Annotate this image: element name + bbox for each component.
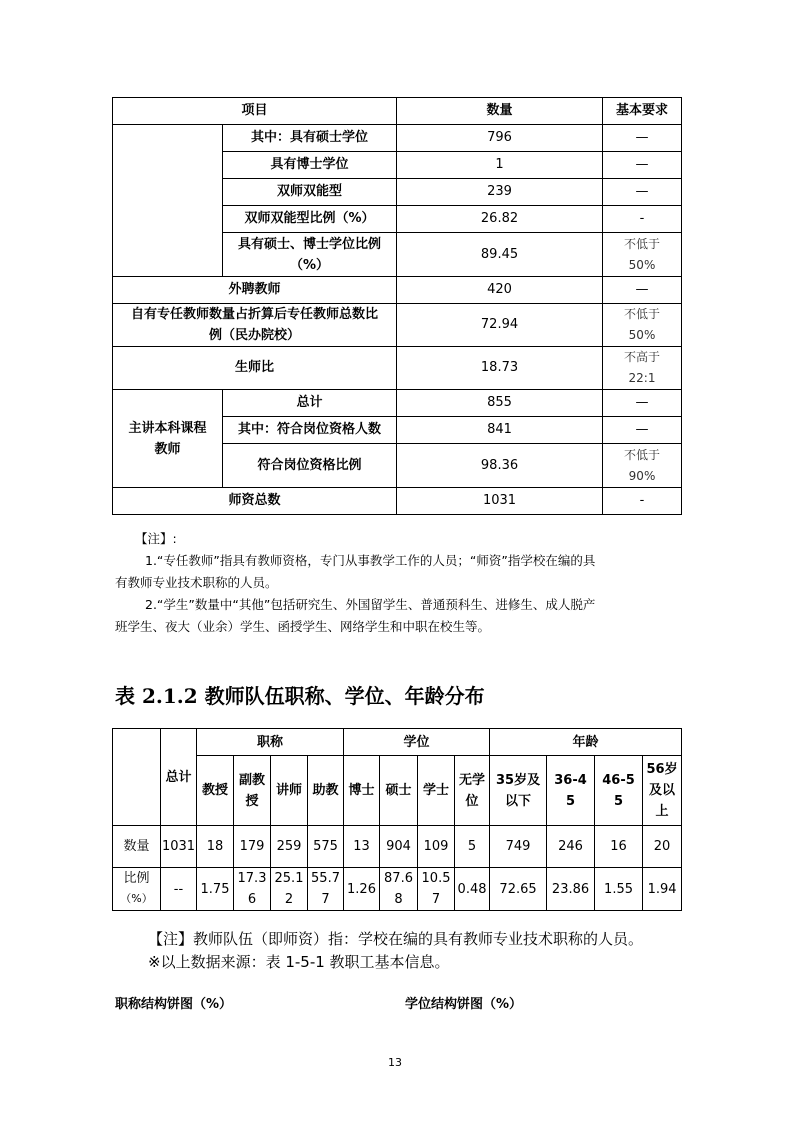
table-cell: 25.12 (271, 868, 308, 911)
col-age-46-55: 46-55 (595, 756, 643, 826)
row-label: 生师比 (113, 347, 397, 390)
table2-notes (148, 928, 643, 974)
staff-summary-table (112, 97, 682, 515)
note2-line1: 【注】教师队伍（即师资）指：学校在编的具有教师专业技术职称的人员。 (148, 930, 644, 948)
table-cell: 259 (271, 826, 308, 868)
row-req: - (603, 206, 682, 233)
row-req: — (603, 390, 682, 417)
col-age-35-below: 35岁及以下 (490, 756, 547, 826)
row-req (603, 233, 682, 277)
row-qty: 796 (397, 125, 603, 152)
total-header: 总计 (161, 729, 197, 826)
row-label: 外聘教师 (113, 277, 397, 304)
table-cell: 16 (595, 826, 643, 868)
row-req (603, 444, 682, 488)
table1-notes (115, 528, 685, 638)
row-label: 双师双能型比例（%） (223, 206, 397, 233)
table-cell: 13 (344, 826, 380, 868)
blank-group-cell (113, 125, 223, 277)
total-cell: -- (161, 868, 197, 911)
row-req: — (603, 152, 682, 179)
row-label: 双师双能型 (223, 179, 397, 206)
teacher-distribution-table (112, 728, 682, 911)
row-qty: 1 (397, 152, 603, 179)
note-1: 1.“专任教师”指具有教师资格，专门从事教学工作的人员；“师资”指学校在编的具 (145, 553, 596, 568)
group-age: 年龄 (490, 729, 682, 756)
row-qty: 89.45 (397, 233, 603, 277)
row-qty: 1031 (397, 488, 603, 515)
row-label (113, 304, 397, 347)
table-cell: 18 (197, 826, 234, 868)
row-label: 师资总数 (113, 488, 397, 515)
col-age-36-45: 36-45 (547, 756, 595, 826)
header-quantity: 数量 (397, 98, 603, 125)
col-no-degree: 无学位 (455, 756, 490, 826)
req-line2: 50% (628, 257, 656, 272)
row-req (603, 347, 682, 390)
table-cell: 904 (380, 826, 418, 868)
row-qty: 420 (397, 277, 603, 304)
label-line1: 比例 (123, 871, 150, 886)
row-req: - (603, 488, 682, 515)
row-req: — (603, 277, 682, 304)
row-label: 其中：具有硕士学位 (223, 125, 397, 152)
label-line1: 主讲本科课程 (128, 420, 207, 436)
table2-title: 表 2.1.2 教师队伍职称、学位、年龄分布 (115, 684, 485, 708)
row-req: — (603, 179, 682, 206)
col-doctor: 博士 (344, 756, 380, 826)
row-label (223, 233, 397, 277)
note-2-cont: 班学生、夜大（业余）学生、函授学生、网络学生和中职在校生等。 (115, 619, 491, 634)
req-line2: 22:1 (628, 371, 656, 385)
col-age-56-above: 56岁及以上 (643, 756, 682, 826)
note2-line2: ※以上数据来源：表 1-5-1 教职工基本信息。 (148, 953, 450, 971)
row-label (113, 868, 161, 911)
label-line2: （%） (120, 892, 153, 905)
label-line2: 例（民办院校） (209, 328, 301, 343)
table-cell: 179 (234, 826, 271, 868)
header-item: 项目 (113, 98, 397, 125)
table-cell: 575 (308, 826, 344, 868)
page-number: 13 (388, 1056, 402, 1069)
row-qty: 855 (397, 390, 603, 417)
ratio-row (113, 868, 682, 911)
table-cell: 10.57 (418, 868, 455, 911)
table-cell: 55.77 (308, 868, 344, 911)
count-row (113, 826, 682, 868)
table-cell: 20 (643, 826, 682, 868)
row-qty: 72.94 (397, 304, 603, 347)
note-1-cont: 有教师专业技术职称的人员。 (115, 575, 278, 590)
col-bachelor: 学士 (418, 756, 455, 826)
req-line2: 90% (628, 468, 656, 483)
row-label: 具有博士学位 (223, 152, 397, 179)
corner-cell (113, 729, 161, 826)
main-course-group-label (113, 390, 223, 488)
table-cell: 23.86 (547, 868, 595, 911)
pie-title-left: 职称结构饼图（%） (115, 997, 233, 1012)
table-cell: 1.75 (197, 868, 234, 911)
label-line2: 教师 (154, 441, 181, 457)
col-assoc-professor: 副教授 (234, 756, 271, 826)
pie-title-right: 学位结构饼图（%） (405, 997, 523, 1012)
row-req: — (603, 417, 682, 444)
table-cell: 109 (418, 826, 455, 868)
note-2: 2.“学生”数量中“其他”包括研究生、外国留学生、普通预科生、进修生、成人脱产 (145, 597, 596, 612)
header-requirement: 基本要求 (603, 98, 682, 125)
row-req: — (603, 125, 682, 152)
row-label: 总计 (223, 390, 397, 417)
label-line1: 具有硕士、博士学位比例 (238, 236, 382, 252)
row-qty: 841 (397, 417, 603, 444)
group-title: 职称 (197, 729, 344, 756)
col-master: 硕士 (380, 756, 418, 826)
table-cell: 72.65 (490, 868, 547, 911)
row-label: 数量 (113, 826, 161, 868)
req-line1: 不低于 (624, 307, 661, 321)
row-label: 其中：符合岗位资格人数 (223, 417, 397, 444)
table-cell: 1.55 (595, 868, 643, 911)
total-cell: 1031 (161, 826, 197, 868)
req-line2: 50% (628, 328, 656, 342)
req-line1: 不高于 (624, 350, 661, 364)
table-cell: 1.26 (344, 868, 380, 911)
req-line1: 不低于 (624, 236, 661, 251)
label-line1: 自有专任教师数量占折算后专任教师总数比 (131, 307, 379, 322)
label-line2: （%） (289, 257, 330, 273)
col-professor: 教授 (197, 756, 234, 826)
table-cell: 1.94 (643, 868, 682, 911)
col-assistant: 助教 (308, 756, 344, 826)
row-label: 符合岗位资格比例 (223, 444, 397, 488)
row-qty: 18.73 (397, 347, 603, 390)
notes-head: 【注】: (135, 531, 177, 546)
row-qty: 26.82 (397, 206, 603, 233)
row-req (603, 304, 682, 347)
table-cell: 0.48 (455, 868, 490, 911)
row-qty: 98.36 (397, 444, 603, 488)
group-degree: 学位 (344, 729, 490, 756)
table-cell: 5 (455, 826, 490, 868)
table-cell: 246 (547, 826, 595, 868)
table-cell: 87.68 (380, 868, 418, 911)
table-cell: 749 (490, 826, 547, 868)
req-line1: 不低于 (624, 447, 661, 462)
col-lecturer: 讲师 (271, 756, 308, 826)
row-qty: 239 (397, 179, 603, 206)
table-cell: 17.36 (234, 868, 271, 911)
